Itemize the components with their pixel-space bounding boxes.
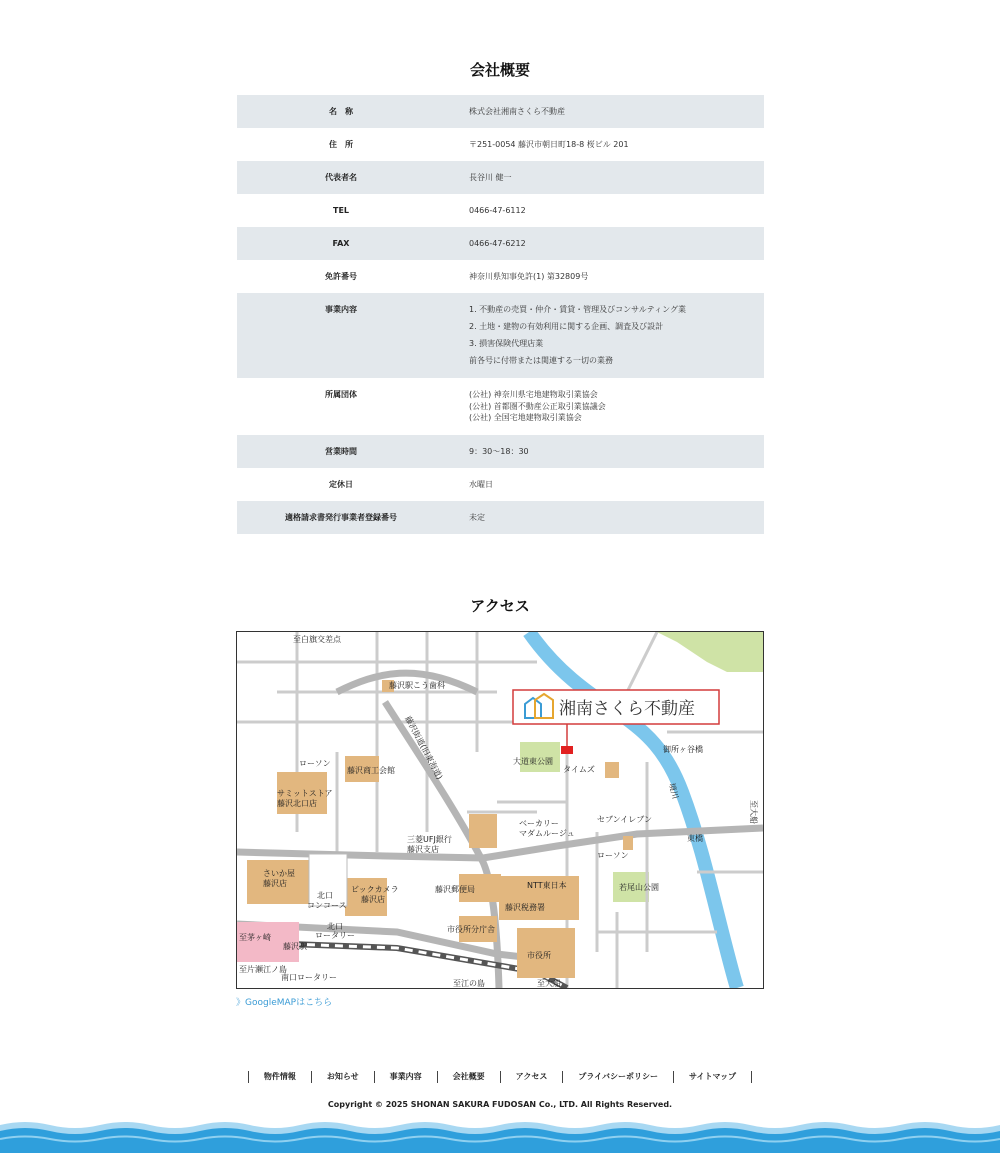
row-value: 株式会社湘南さくら不動産 (445, 95, 764, 128)
map-label: 南口ロータリー (281, 973, 337, 982)
map-label: 御所ヶ谷橋 (663, 745, 703, 754)
row-label: 代表者名 (237, 161, 445, 194)
table-row (237, 95, 764, 128)
organization-line: (公社) 全国宅地建物取引業協会 (469, 413, 582, 422)
map-label: 若尾山公園 (619, 883, 659, 892)
footer-nav-properties[interactable]: 物件情報 (248, 1071, 311, 1083)
business-line: 1. 不動産の売買・仲介・賃貸・管理及びコンサルティング業 (469, 305, 686, 314)
business-line: 3. 損害保険代理店業 (469, 339, 544, 348)
footer-nav (0, 1071, 1000, 1083)
map-label: 至片瀬江ノ島 (239, 965, 287, 974)
row-value (445, 293, 764, 378)
row-label: 所属団体 (325, 390, 357, 399)
table-row (237, 194, 764, 227)
table-row (237, 227, 764, 260)
company-info-table (237, 95, 764, 534)
map-label: サミットストア (277, 789, 333, 798)
map-label: 藤沢店 (361, 895, 385, 904)
map-label: 至白旗交差点 (293, 635, 341, 644)
map-label: 至大船 (537, 979, 561, 988)
table-row (237, 501, 764, 534)
row-label: FAX (237, 227, 445, 260)
row-value: 長谷川 健一 (445, 161, 764, 194)
access-map[interactable] (236, 631, 764, 989)
business-line: 2. 土地・建物の有効利用に関する企画、調査及び設計 (469, 322, 664, 331)
table-row (237, 161, 764, 194)
table-row (237, 468, 764, 501)
footer-nav-sitemap[interactable]: サイトマップ (673, 1071, 752, 1083)
google-map-link[interactable]: 》GoogleMAPはこちら (236, 998, 333, 1008)
map-label: コンコース (307, 901, 347, 910)
row-label: TEL (332, 206, 350, 215)
row-value: 神奈川県知事免許(1) 第32809号 (469, 272, 589, 281)
park-area (657, 632, 763, 672)
table-row (237, 435, 764, 468)
map-label: 境川 (667, 782, 680, 800)
map-label: 北口 (327, 922, 343, 931)
map-label: ベーカリー (519, 819, 559, 828)
map-label: マダムルージュ (519, 829, 575, 838)
row-value (445, 378, 764, 435)
business-line: 前各号に付帯または関連する一切の業務 (469, 356, 613, 365)
map-label: ローソン (299, 759, 331, 768)
row-label: 事業内容 (237, 293, 445, 378)
company-overview-title: 会社概要 (469, 61, 530, 79)
row-value: 9：30〜18：30 (445, 435, 764, 468)
footer-nav-news[interactable]: お知らせ (311, 1071, 374, 1083)
map-label: NTT東日本 (527, 881, 567, 890)
row-value: 0466-47-6112 (469, 206, 526, 215)
map-label: 市役所分庁舎 (447, 925, 495, 934)
map-label: 藤沢商工会館 (347, 766, 395, 775)
map-label: 至大船 (749, 800, 758, 824)
access-title: アクセス (470, 597, 530, 615)
map-illustration (237, 632, 763, 988)
footer-nav-access[interactable]: アクセス (500, 1071, 563, 1083)
footer-nav-privacy[interactable]: プライバシーポリシー (562, 1071, 673, 1083)
footer-nav-business[interactable]: 事業内容 (374, 1071, 437, 1083)
map-label: 藤沢税務署 (505, 903, 545, 912)
map-label: 藤沢街道(旧東海道) (403, 714, 445, 781)
map-label: 藤沢支店 (407, 845, 439, 854)
organization-line: (公社) 首都圏不動産公正取引業協議会 (469, 401, 606, 411)
map-label: 藤沢駅こう歯科 (389, 681, 445, 690)
map-label: 東橋 (687, 834, 703, 843)
table-row (237, 293, 764, 378)
map-label: さいか屋 (263, 869, 295, 878)
footer-waves (0, 1117, 1000, 1153)
table-row (237, 260, 764, 293)
map-label: 藤沢郵便局 (435, 885, 475, 894)
map-label: 至江の島 (453, 979, 485, 988)
row-value: 水曜日 (469, 480, 493, 489)
row-label: 免許番号 (325, 272, 357, 281)
map-label: 藤沢店 (263, 879, 287, 888)
row-value: 〒251-0054 藤沢市朝日町18-8 桜ビル 201 (469, 140, 629, 149)
map-label: ビックカメラ (351, 885, 399, 894)
row-label: 住 所 (329, 140, 353, 149)
map-label: 至茅ヶ崎 (239, 933, 271, 942)
organization-line: (公社) 神奈川県宅地建物取引業協会 (469, 390, 598, 399)
copyright: Copyright © 2025 SHONAN SAKURA FUDOSAN Co., LTD. All Rights Reserved. (327, 1100, 673, 1109)
map-label: 三菱UFJ銀行 (407, 835, 452, 844)
map-label: 北口 (317, 891, 333, 900)
row-value: 未定 (445, 501, 764, 534)
row-label: 名 称 (237, 95, 445, 128)
map-label: 市役所 (527, 951, 551, 960)
map-label: 藤沢駅 (283, 942, 307, 951)
office-logo-text: 湘南さくら不動産 (559, 699, 695, 719)
row-label: 営業時間 (237, 435, 445, 468)
footer-nav-company[interactable]: 会社概要 (437, 1071, 500, 1083)
map-label: ローソン (597, 851, 629, 860)
table-row (237, 128, 764, 161)
row-label: 適格請求書発行事業者登録番号 (237, 501, 445, 534)
table-row (237, 378, 764, 435)
row-value: 0466-47-6212 (445, 227, 764, 260)
map-label: セブンイレブン (597, 815, 652, 824)
map-label: ロータリー (315, 931, 355, 940)
office-pin-icon (561, 746, 573, 754)
map-label: タイムズ (563, 765, 595, 774)
map-label: 藤沢北口店 (277, 799, 317, 808)
row-label: 定休日 (329, 480, 353, 489)
map-label: 大道東公園 (513, 757, 553, 766)
